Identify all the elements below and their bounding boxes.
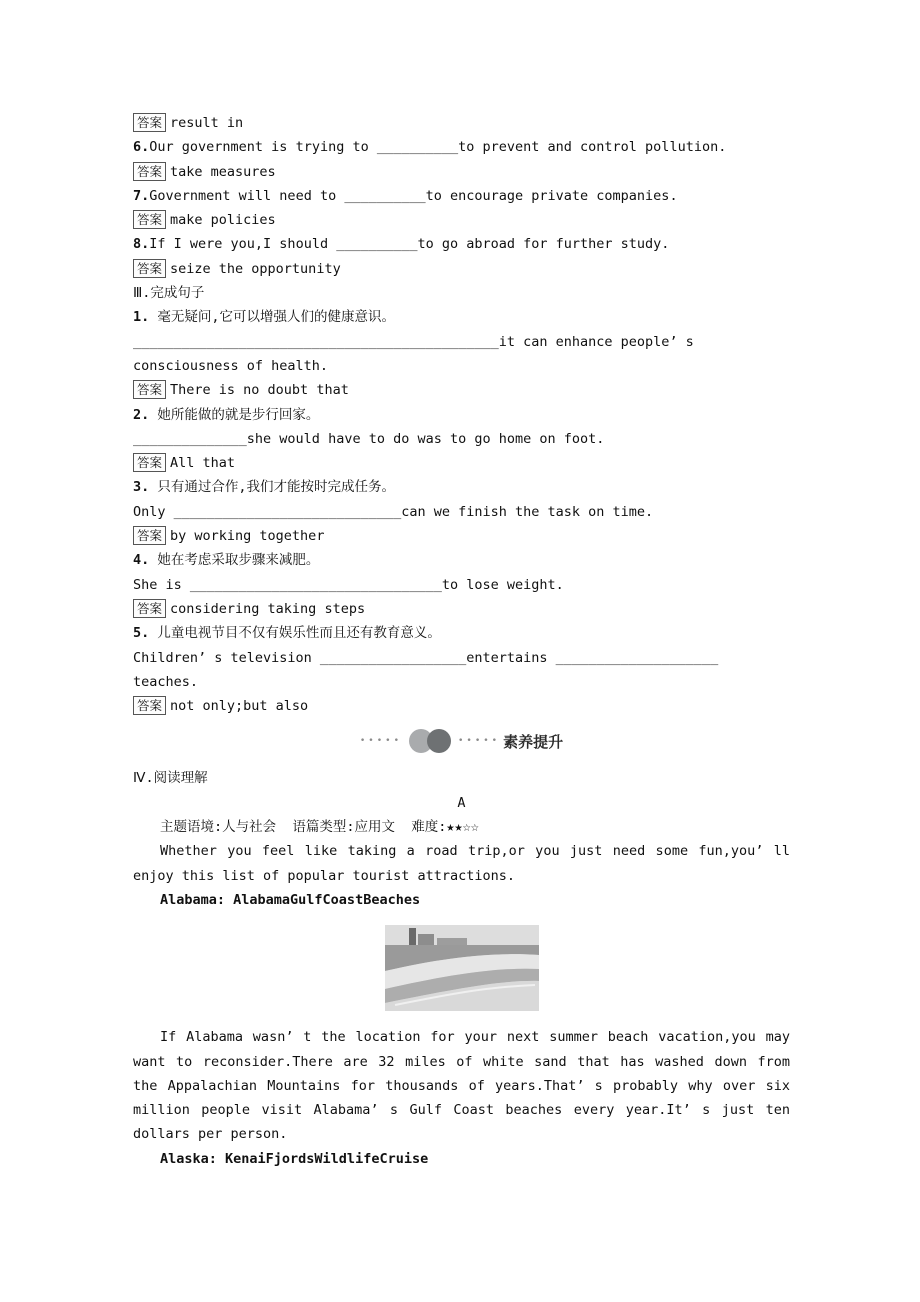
item-number: 3. (133, 479, 150, 496)
item-text: Our government is trying to __________to prevent and control pollution. (149, 139, 727, 156)
numbered-item (133, 475, 790, 499)
answer-box-label: 答案 (133, 259, 166, 278)
numbered-item (133, 548, 790, 572)
section-heading: Ⅲ.完成句子 (133, 285, 205, 302)
numbered-item (133, 232, 790, 256)
numbered-item (133, 621, 790, 645)
answer-box-label: 答案 (133, 210, 166, 229)
answer-box-label: 答案 (133, 380, 166, 399)
paragraph: If Alabama wasn’ t the location for your next summer beach vacation,you may want to reconsider.There are 32 miles of white sand that has washed down from the Appalachian Mountains for thousands of years.That’ s probably why over six million people visit Alabama’ s Gulf Coast beaches every year.It’ s just ten dollars per person. (133, 1029, 790, 1143)
text-line: ______________she would have to do was to go home on foot. (133, 430, 605, 447)
answer-line (133, 160, 790, 184)
answer-box-label: 答案 (133, 162, 166, 181)
text-line: Children’ s television __________________entertains ____________________ (133, 649, 719, 666)
answer-box-label: 答案 (133, 526, 166, 545)
answer-text: not only;but also (170, 698, 309, 715)
numbered-item (133, 184, 790, 208)
item-text: 毫无疑问,它可以增强人们的健康意识。 (149, 309, 396, 326)
answer-line (133, 378, 790, 402)
answer-line (133, 694, 790, 718)
divider-label: 素养提升 (503, 732, 564, 751)
divider-dots-right-icon: ••••• (457, 735, 501, 746)
text-line: She is _______________________________to lose weight. (133, 576, 564, 593)
beach-photo-graphic (385, 925, 539, 1011)
answer-line (133, 257, 790, 281)
numbered-item (133, 305, 790, 329)
answer-text: make policies (170, 212, 276, 229)
answer-text: result in (170, 115, 244, 131)
answer-text: by working together (170, 528, 325, 545)
answer-box-label: 答案 (133, 113, 166, 132)
answer-box-label: 答案 (133, 599, 166, 618)
passage-meta: 主题语境:人与社会 语篇类型:应用文 难度:★★☆☆ (160, 819, 479, 836)
passage-label: A (457, 794, 466, 811)
beach-photo (385, 925, 539, 1011)
answer-text: seize the opportunity (170, 260, 341, 277)
attraction-heading: Alabama: AlabamaGulfCoastBeaches (160, 891, 421, 908)
divider-circle-icon (427, 729, 451, 753)
item-text: 她在考虑采取步骤来减肥。 (149, 552, 320, 569)
item-text: 她所能做的就是步行回家。 (149, 406, 320, 423)
answer-text: All that (170, 455, 236, 472)
attraction-heading: Alaska: KenaiFjordsWildlifeCruise (160, 1150, 429, 1167)
item-number: 8. (133, 236, 150, 253)
item-number: 5. (133, 625, 150, 642)
answer-text: take measures (170, 163, 276, 180)
answer-text: There is no doubt that (170, 382, 349, 399)
section-heading: Ⅳ.阅读理解 (133, 770, 208, 787)
answer-text: considering taking steps (170, 600, 366, 617)
paragraph: Whether you feel like taking a road trip,or you just need some fun,you’ ll enjoy this list of popular tourist attractions. (133, 843, 790, 884)
item-number: 6. (133, 139, 150, 156)
answer-box-label: 答案 (133, 696, 166, 715)
answer-line (133, 111, 790, 135)
item-number: 7. (133, 187, 150, 204)
document-content (133, 111, 790, 1171)
answer-box-label: 答案 (133, 453, 166, 472)
text-line: consciousness of health. (133, 357, 329, 374)
numbered-item (133, 403, 790, 427)
item-text: 只有通过合作,我们才能按时完成任务。 (149, 479, 396, 496)
answer-line (133, 208, 790, 232)
answer-line (133, 451, 790, 475)
divider-dots-left-icon: ••••• (359, 735, 402, 746)
item-number: 4. (133, 552, 150, 569)
item-text: Government will need to __________to encourage private companies. (149, 187, 678, 204)
competence-divider (133, 727, 790, 755)
answer-line (133, 524, 790, 548)
item-text: 儿童电视节目不仅有娱乐性而且还有教育意义。 (149, 625, 441, 642)
text-line: _____________________________________________it can enhance people’ s (133, 333, 694, 350)
text-line: teaches. (133, 673, 199, 690)
item-number: 2. (133, 406, 150, 423)
item-text: If I were you,I should __________to go abroad for further study. (149, 236, 670, 253)
numbered-item (133, 135, 790, 159)
answer-line (133, 597, 790, 621)
item-number: 1. (133, 309, 150, 326)
text-line: Only ____________________________can we finish the task on time. (133, 503, 654, 520)
